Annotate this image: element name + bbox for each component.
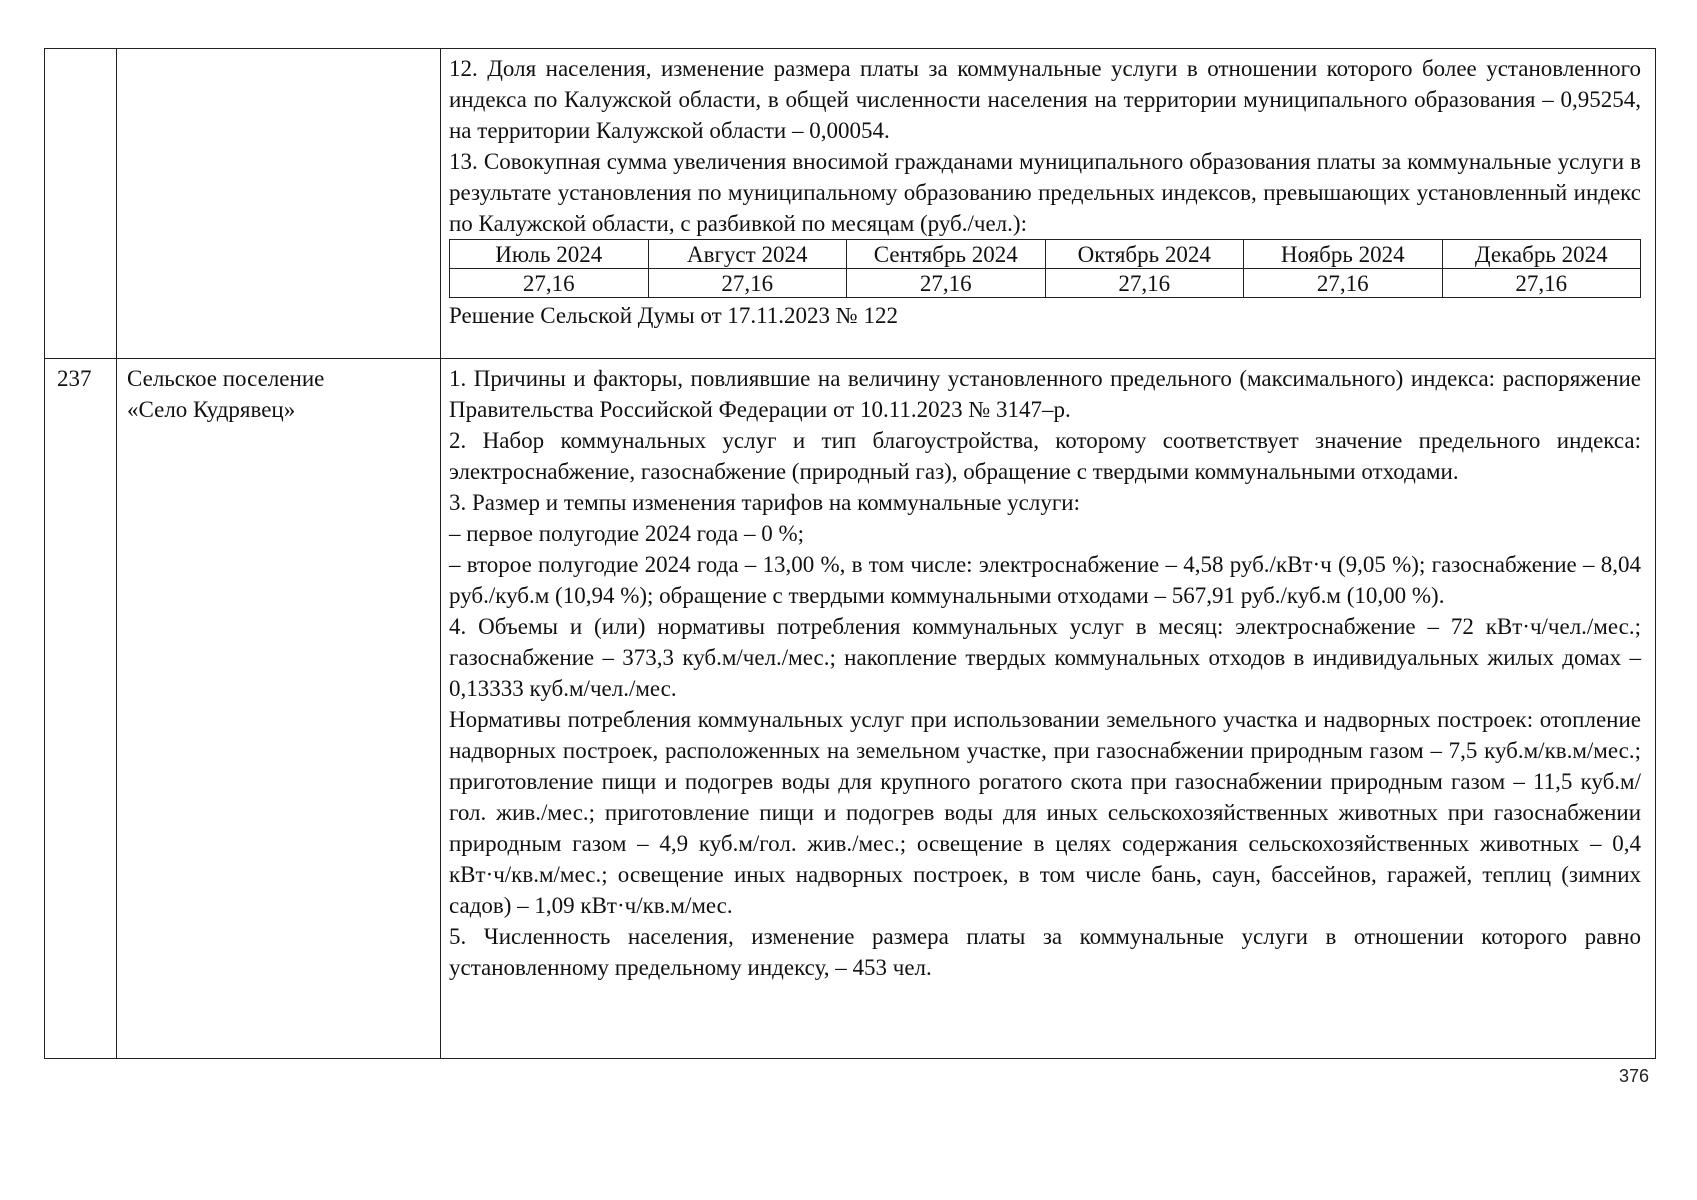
- paragraph: 2. Набор коммунальных услуг и тип благоустройства, которому соответствует значение предельного индекса: электроснабжение, газоснабжение (природный газ), обращение с твердыми коммунальными отходами.: [449, 428, 1641, 484]
- municipal-index-table: [44, 48, 1656, 1059]
- municipality-name-cell: [117, 359, 441, 1059]
- table-row: [45, 359, 1656, 1059]
- paragraph: – первое полугодие 2024 года – 0 %;: [449, 521, 805, 546]
- month-header: Сентябрь 2024: [847, 240, 1046, 269]
- paragraph: – второе полугодие 2024 года – 13,00 %, в том числе: электроснабжение – 4,58 руб./кВт·ч (9,05 %); газоснабжение – 8,04 руб./куб.м (10,94 %); обращение с твердыми коммунальными отходами – 567,91 руб./куб.м (10,00 %).: [449, 552, 1641, 608]
- monthly-increase-table: [449, 239, 1641, 298]
- indicator-content-cell: [441, 49, 1656, 359]
- months-value-row: [450, 269, 1641, 298]
- paragraph: 13. Совокупная сумма увеличения вносимой гражданами муниципального образования платы за коммунальные услуги в результате установления по муниципальному образованию предельных индексов, превышающих установленный индекс по Калужской области, с разбивкой по месяцам (руб./чел.):: [449, 149, 1641, 236]
- municipality-name-line: «Село Кудрявец»: [127, 397, 296, 422]
- paragraph: 4. Объемы и (или) нормативы потребления коммунальных услуг в месяц: электроснабжение – 72 кВт·ч/чел./мес.; газоснабжение – 373,3 куб.м/чел./мес.; накопление твердых коммунальных отходов в индивидуальных жилых домах – 0,13333 куб.м/чел./мес.: [449, 614, 1641, 701]
- month-header: Декабрь 2024: [1442, 240, 1641, 269]
- indicator-content-cell: [441, 359, 1656, 1059]
- decision-reference: Решение Сельской Думы от 17.11.2023 № 122: [449, 303, 898, 328]
- month-header: Ноябрь 2024: [1244, 240, 1443, 269]
- row-number-cell: 237: [45, 359, 117, 1059]
- month-header: Август 2024: [648, 240, 847, 269]
- month-value: 27,16: [450, 269, 649, 298]
- municipality-name-line: Сельское поселение: [127, 366, 325, 391]
- month-value: 27,16: [847, 269, 1046, 298]
- row-number-cell: [45, 49, 117, 359]
- paragraph: Нормативы потребления коммунальных услуг при использовании земельного участка и надворных построек: отопление надворных построек, расположенных на земельном участке, при газоснабжении природным газом – 7,5 куб.м/кв.м/мес.; приготовление пищи и подогрев воды для крупного рогатого скота при газоснабжении природным газом – 11,5 куб.м/гол. жив./мес.; приготовление пищи и подогрев воды для иных сельскохозяйственных животных при газоснабжении природным газом – 4,9 куб.м/гол. жив./мес.; освещение в целях содержания сельскохозяйственных животных – 0,4 кВт·ч/кв.м/мес.; освещение иных надворных построек, в том числе бань, саун, бассейнов, гаражей, теплиц (зимних садов) – 1,09 кВт·ч/кв.м/мес.: [449, 707, 1641, 918]
- month-value: 27,16: [1442, 269, 1641, 298]
- months-header-row: [450, 240, 1641, 269]
- month-value: 27,16: [648, 269, 847, 298]
- month-header: Октябрь 2024: [1045, 240, 1244, 269]
- page-number: 376: [1618, 1066, 1649, 1086]
- paragraph: 3. Размер и темпы изменения тарифов на коммунальные услуги:: [449, 490, 1080, 515]
- municipality-name-cell: [117, 49, 441, 359]
- month-value: 27,16: [1244, 269, 1443, 298]
- paragraph: 5. Численность населения, изменение размера платы за коммунальные услуги в отношении которого равно установленному предельному индексу, – 453 чел.: [449, 924, 1641, 980]
- month-value: 27,16: [1045, 269, 1244, 298]
- paragraph: 12. Доля населения, изменение размера платы за коммунальные услуги в отношении которого более установленного индекса по Калужской области, в общей численности населения на территории муниципального образования – 0,95254, на территории Калужской области – 0,00054.: [449, 56, 1641, 143]
- paragraph: 1. Причины и факторы, повлиявшие на величину установленного предельного (максимального) индекса: распоряжение Правительства Российской Федерации от 10.11.2023 № 3147–р.: [449, 366, 1641, 422]
- table-row: [45, 49, 1656, 359]
- month-header: Июль 2024: [450, 240, 649, 269]
